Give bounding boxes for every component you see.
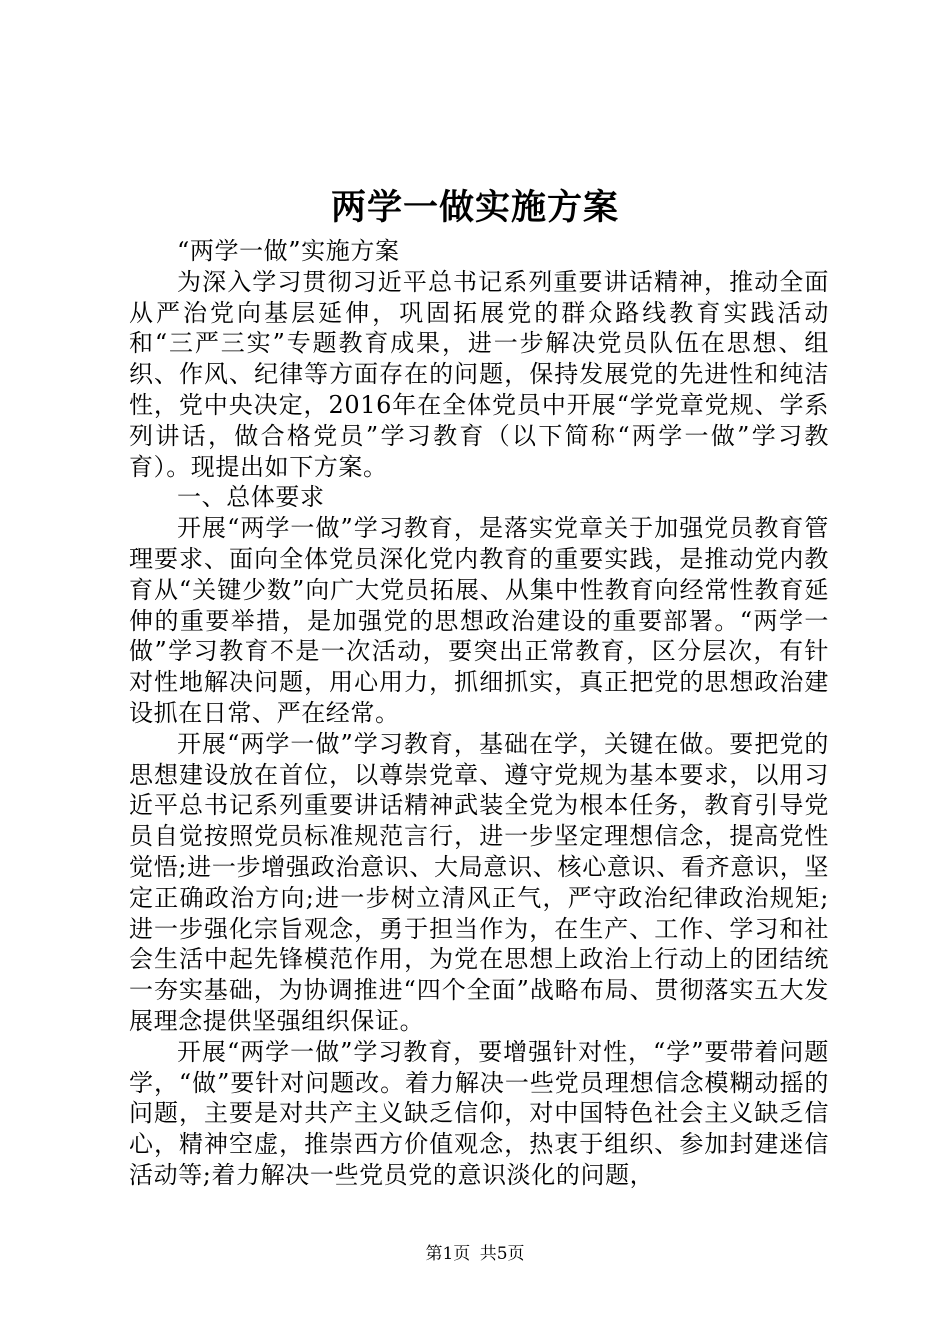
paragraph-intro: 为深入学习贯彻习近平总书记系列重要讲话精神，推动全面从严治党向基层延伸，巩固拓展党的群众路线教育实践活动和“三严三实”专题教育成果，进一步解决党员队伍在思想、组织、作风、纪律等方面存在的问题，保持发展党的先进性和纯洁性，党中央决定，2016年在全体党员中开展“学党章党规、学系列讲话，做合格党员”学习教育（以下简称“两学一做”学习教育）。现提出如下方案。 — [129, 267, 829, 481]
paragraph-body: 开展“两学一做”学习教育，要增强针对性，“学”要带着问题学，“做”要针对问题改。着力解决一些党员理想信念模糊动摇的问题，主要是对共产主义缺乏信仰，对中国特色社会主义缺乏信心，精神空虚，推崇西方价值观念，热衷于组织、参加封建迷信活动等;着力解决一些党员党的意识淡化的问题， — [129, 1037, 829, 1189]
document-title: 两学一做实施方案 — [330, 187, 619, 228]
page-number: 第1页 — [425, 1244, 471, 1264]
paragraph-body: 开展“两学一做”学习教育，基础在学，关键在做。要把党的思想建设放在首位，以尊崇党章、遵守党规为基本要求，以用习近平总书记系列重要讲话精神武装全党为根本任务，教育引导党员自觉按照党员标准规范言行，进一步坚定理想信念，提高党性觉悟;进一步增强政治意识、大局意识、核心意识、看齐意识，坚定正确政治方向;进一步树立清风正气，严守政治纪律政治规矩;进一步强化宗旨观念，勇于担当作为，在生产、工作、学习和社会生活中起先锋模范作用，为党在思想上政治上行动上的团结统一夯实基础，为协调推进“四个全面”战略布局、贯彻落实五大发展理念提供坚强组织保证。 — [129, 729, 829, 1035]
document-body — [129, 236, 829, 1191]
paragraph-body: 开展“两学一做”学习教育，是落实党章关于加强党员教育管理要求、面向全体党员深化党内教育的重要实践，是推动党内教育从“关键少数”向广大党员拓展、从集中性教育向经常性教育延伸的重要举措，是加强党的思想政治建设的重要部署。“两学一做”学习教育不是一次活动，要突出正常教育，区分层次，有针对性地解决问题，用心用力，抓细抓实，真正把党的思想政治建设抓在日常、严在经常。 — [129, 514, 829, 727]
paragraph-subtitle: “两学一做”实施方案 — [177, 237, 400, 265]
section-heading-general-requirements: 一、总体要求 — [177, 483, 325, 512]
page-total: 共5页 — [479, 1244, 525, 1264]
page-footer — [0, 1243, 950, 1265]
